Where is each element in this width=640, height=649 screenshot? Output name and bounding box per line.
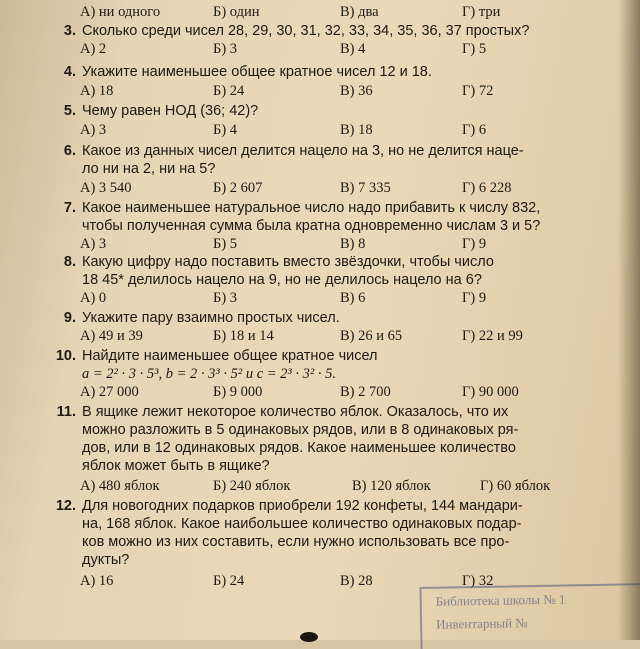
question-text: на, 168 яблок. Какое наибольшее количество одинаковых подар- <box>82 516 522 532</box>
option-b: Б) 2 607 <box>213 180 263 196</box>
option-d: Г) 6 228 <box>462 180 512 196</box>
option-a: А) 27 000 <box>80 384 139 400</box>
option-b: Б) один <box>213 4 260 20</box>
option-d: Г) 9 <box>462 236 487 252</box>
question-text: Сколько среди чисел 28, 29, 30, 31, 32, 33, 34, 35, 36, 37 простых? <box>82 23 530 39</box>
option-c: В) 36 <box>340 83 373 99</box>
option-d: Г) 6 <box>462 122 487 138</box>
question-text: Какое наименьшее натуральное число надо прибавить к числу 832, <box>82 200 541 216</box>
option-b: Б) 18 и 14 <box>213 328 274 344</box>
ink-mark <box>300 632 318 642</box>
option-c: В) 7 335 <box>340 180 391 196</box>
question-number: 7. <box>63 200 76 216</box>
library-stamp <box>419 583 640 649</box>
option-a: А) 49 и 39 <box>80 328 143 344</box>
option-c: В) 2 700 <box>340 384 391 400</box>
question-text: Какую цифру надо поставить вместо звёздочки, чтобы число <box>82 254 494 270</box>
option-d: Г) 32 <box>462 573 494 589</box>
question-number: 8. <box>63 254 76 270</box>
option-c: В) два <box>340 4 379 20</box>
option-c: В) 120 яблок <box>352 478 431 494</box>
option-a: А) ни одного <box>80 4 161 20</box>
question-text: можно разложить в 5 одинаковых рядов, или в 8 одинаковых ря- <box>82 422 519 438</box>
question-formula: a = 2² · 3 · 5³, b = 2 · 3³ · 5² и c = 2³ · 3² · 5. <box>82 366 336 382</box>
option-b: Б) 24 <box>213 83 245 99</box>
question-number: 4. <box>63 64 76 80</box>
option-b: Б) 24 <box>213 573 245 589</box>
question-number: 9. <box>63 310 76 326</box>
question-text: Найдите наименьшее общее кратное чисел <box>82 348 378 364</box>
option-d: Г) 72 <box>462 83 494 99</box>
question-text: ло ни на 2, ни на 5? <box>82 161 216 177</box>
option-a: А) 16 <box>80 573 114 589</box>
question-text: дов, или в 12 одинаковых рядов. Какое наименьшее количество <box>82 440 516 456</box>
option-a: А) 3 <box>80 122 107 138</box>
option-c: В) 26 и 65 <box>340 328 403 344</box>
option-a: А) 3 540 <box>80 180 132 196</box>
question-number: 5. <box>63 103 76 119</box>
option-b: Б) 4 <box>213 122 238 138</box>
question-text: Укажите наименьшее общее кратное чисел 12 и 18. <box>82 64 432 80</box>
option-a: А) 18 <box>80 83 114 99</box>
option-b: Б) 9 000 <box>213 384 263 400</box>
question-text: яблок может быть в ящике? <box>82 458 270 474</box>
question-text: дукты? <box>82 552 130 568</box>
option-c: В) 6 <box>340 290 366 306</box>
question-text: Для новогодних подарков приобрели 192 конфеты, 144 мандари- <box>82 498 523 514</box>
stamp-line: Инвентарный № <box>435 615 528 632</box>
option-b: Б) 3 <box>213 41 238 57</box>
option-c: В) 28 <box>340 573 373 589</box>
question-text: Какое из данных чисел делится нацело на 3, но не делится наце- <box>82 143 524 159</box>
option-a: А) 3 <box>80 236 107 252</box>
option-b: Б) 240 яблок <box>213 478 291 494</box>
stamp-line: Библиотека школы № 1 <box>435 591 566 609</box>
option-c: В) 18 <box>340 122 373 138</box>
option-c: В) 4 <box>340 41 366 57</box>
option-b: Б) 5 <box>213 236 238 252</box>
option-a: А) 0 <box>80 290 107 306</box>
question-number: 12. <box>55 498 76 514</box>
question-text: ков можно из них составить, если нужно использовать все про- <box>82 534 510 550</box>
question-number: 10. <box>55 348 76 364</box>
question-number: 6. <box>63 143 76 159</box>
option-d: Г) 90 000 <box>462 384 519 400</box>
option-b: Б) 3 <box>213 290 238 306</box>
question-text: Чему равен НОД (36; 42)? <box>82 103 259 119</box>
option-d: Г) 9 <box>462 290 487 306</box>
question-number: 3. <box>63 23 76 39</box>
question-text: 18 45* делилось нацело на 9, но не делилось нацело на 6? <box>82 272 482 288</box>
option-d: Г) три <box>462 4 501 20</box>
question-text: В ящике лежит некоторое количество яблок. Оказалось, что их <box>82 404 509 420</box>
option-c: В) 8 <box>340 236 366 252</box>
option-a: А) 2 <box>80 41 107 57</box>
option-a: А) 480 яблок <box>80 478 160 494</box>
option-d: Г) 60 яблок <box>480 478 551 494</box>
option-d: Г) 5 <box>462 41 487 57</box>
question-number: 11. <box>56 404 76 420</box>
question-text: Укажите пару взаимно простых чисел. <box>82 310 340 326</box>
page-edge-shadow <box>618 0 640 640</box>
question-text: чтобы полученная сумма была кратна одновременно числам 3 и 5? <box>82 218 541 234</box>
option-d: Г) 22 и 99 <box>462 328 523 344</box>
